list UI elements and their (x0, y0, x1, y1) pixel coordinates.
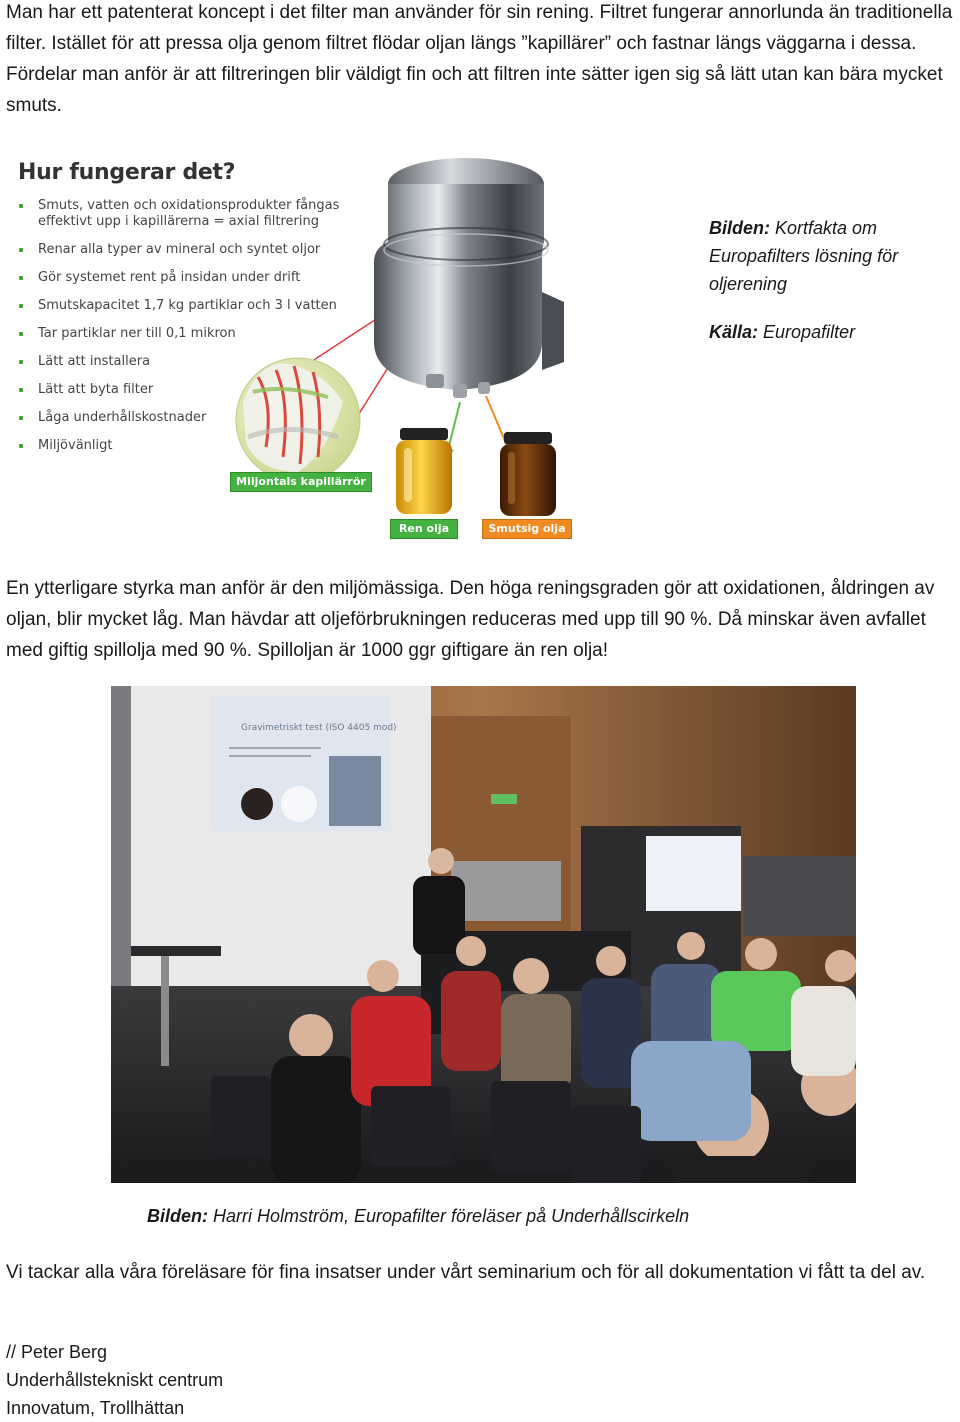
figure2-caption (147, 1202, 689, 1230)
dirty-oil-label: Smutsig olja (482, 519, 572, 539)
bullet-item: Miljövänligt (16, 438, 346, 454)
signature (6, 1338, 223, 1422)
slide-title: Gravimetriskt test (ISO 4405 mod) (241, 723, 397, 733)
bullet-item: Smuts, vatten och oxidationsprodukter fångas effektivt upp i kapillärerna = axial filtrering (16, 198, 346, 230)
signature-name: // Peter Berg (6, 1342, 108, 1362)
environment-paragraph: En ytterligare styrka man anför är den miljömässiga. Den höga reningsgraden gör att oxidationen, åldringen av oljan, blir mycket låg. Man hävdar att oljeförbrukningen reduceras med upp till 90 %. Då minskar även avfallet med giftig spillolja med 90 %. Spilloljan är 1000 ggr giftigare än ren olja! (6, 578, 935, 661)
bullet-item: Smutskapacitet 1,7 kg partiklar och 3 l vatten (16, 298, 346, 314)
source-label: Källa: (709, 322, 759, 342)
caption-text: Harri Holmström, Europafilter föreläser på Underhållscirkeln (208, 1206, 690, 1226)
infographic-title: Hur fungerar det? (18, 160, 236, 185)
figure1-caption (709, 214, 939, 366)
signature-org: Underhållstekniskt centrum (6, 1370, 224, 1390)
bullet-item: Gör systemet rent på insidan under drift (16, 270, 346, 286)
bullet-item: Låga underhållskostnader (16, 410, 346, 426)
bullet-item: Lätt att byta filter (16, 382, 346, 398)
seminar-photo-illustration (111, 686, 856, 1183)
signature-location: Innovatum, Trollhättan (6, 1398, 185, 1418)
thanks-paragraph: Vi tackar alla våra föreläsare för fina insatser under vårt seminarium och för all dokumentation vi fått ta del av. (6, 1262, 926, 1283)
caption-label: Bilden: (709, 218, 770, 238)
clean-oil-label: Ren olja (390, 519, 458, 539)
bullet-item: Renar alla typer av mineral och syntet oljor (16, 242, 346, 258)
caption-label: Bilden: (147, 1206, 208, 1226)
source-text: Europafilter (758, 322, 856, 342)
capillary-label: Miljontals kapillärrör (230, 472, 372, 492)
bullet-item: Lätt att installera (16, 354, 346, 370)
bullet-item: Tar partiklar ner till 0,1 mikron (16, 326, 346, 342)
filter-infographic (8, 152, 688, 547)
seminar-photo (111, 686, 856, 1183)
caption-text: Kortfakta om Europafilters lösning för oljerening (709, 218, 899, 294)
intro-paragraph: Man har ett patenterat koncept i det filter man använder för sin rening. Filtret fungerar annorlunda än traditionella filter. Istället för att pressa olja genom filtret flödar oljan längs ”kapillärer” och fastnar längs väggarna i dessa. Fördelar man anför är att filtreringen blir väldigt fin och att filtren inte sätter igen sig så lätt utan kan bära mycket smuts. (6, 2, 953, 116)
